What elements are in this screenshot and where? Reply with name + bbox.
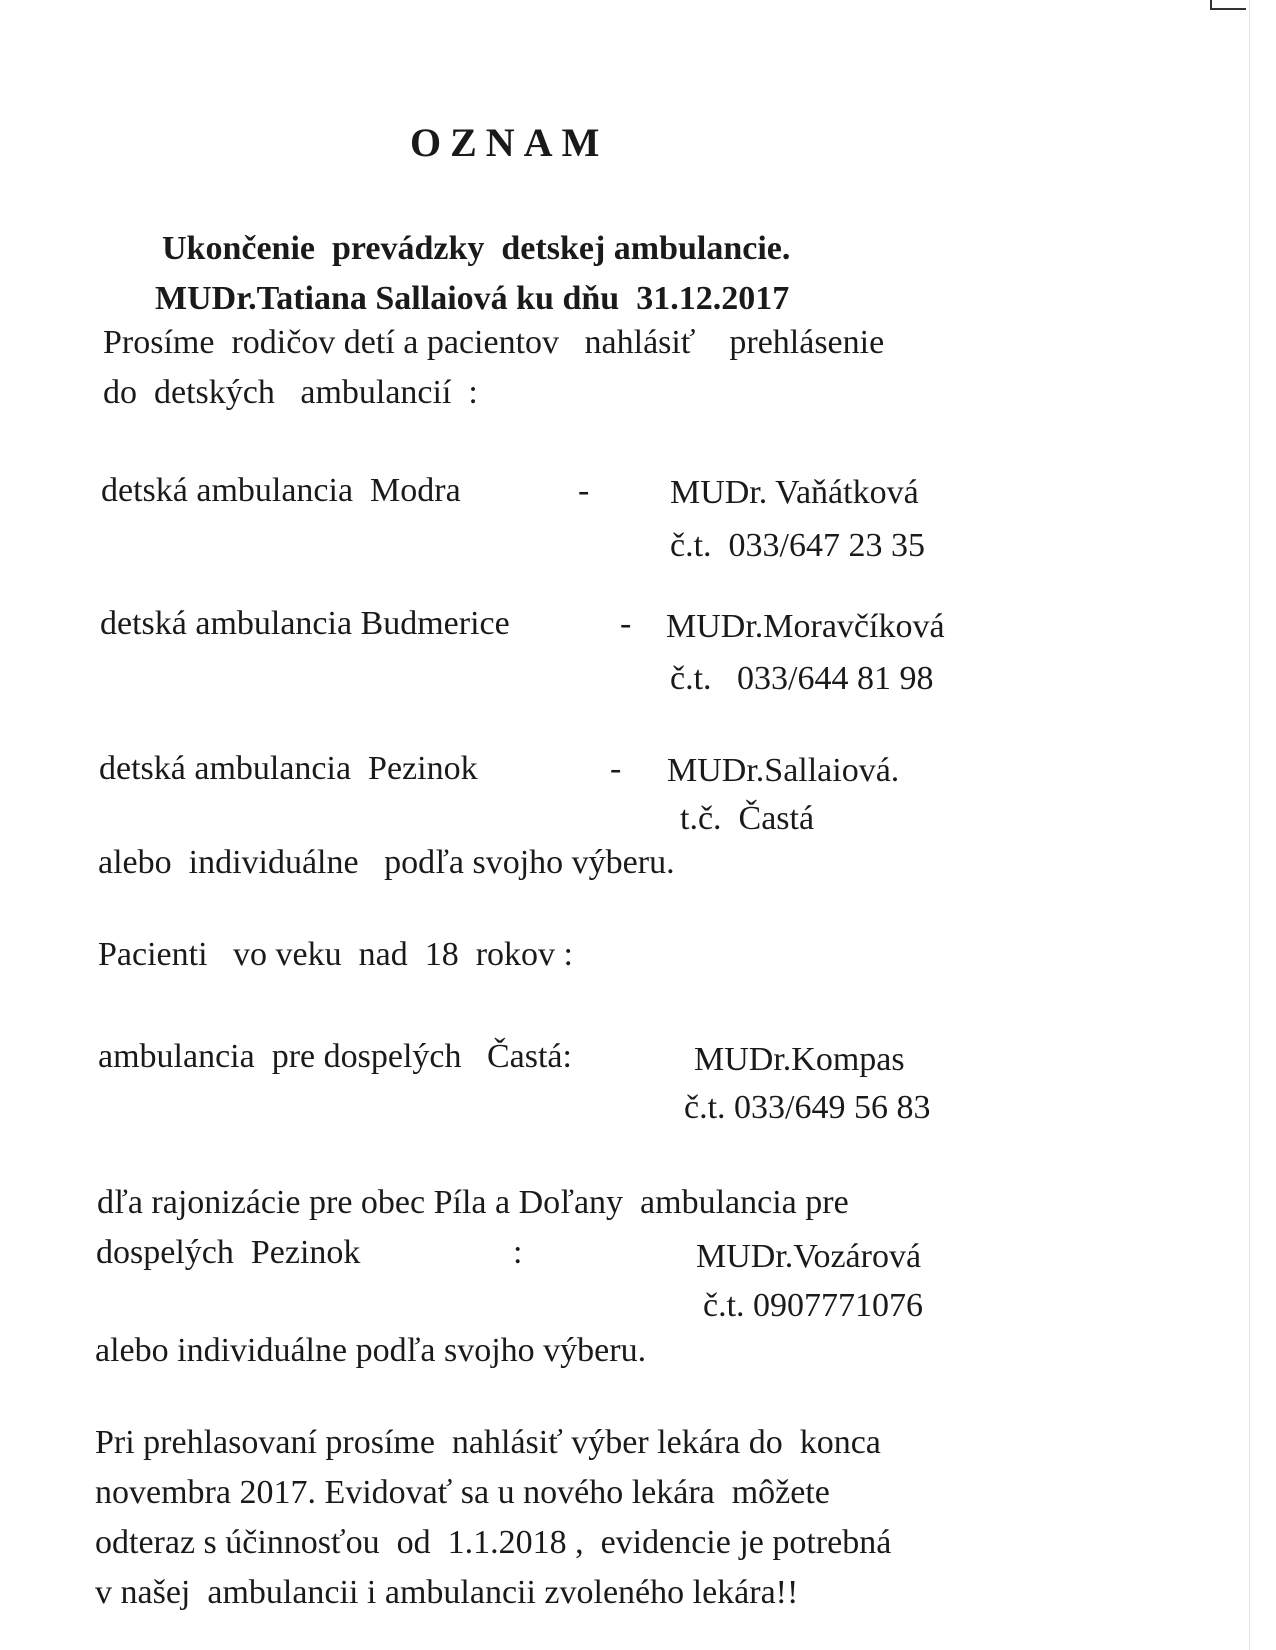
closing-line-4: v našej ambulancii i ambulancii zvoleného lekára!!: [95, 1574, 799, 1611]
rajonization-line-1: dľa rajonizácie pre obec Píla a Doľany ambulancia pre: [97, 1184, 849, 1221]
adult-clinic-phone: č.t. 033/649 56 83: [684, 1089, 931, 1126]
closing-line-2: novembra 2017. Evidovať sa u nového lekára môžete: [95, 1474, 830, 1511]
clinic-modra-dash: -: [578, 472, 590, 509]
clinic-budmerice-location: detská ambulancia Budmerice: [100, 605, 510, 642]
rajonization-colon: :: [513, 1234, 523, 1271]
heading-line-1: Ukončenie prevádzky detskej ambulancie.: [162, 230, 791, 267]
heading-line-2: MUDr.Tatiana Sallaiová ku dňu 31.12.2017: [155, 280, 790, 317]
individual-choice-2: alebo individuálne podľa svojho výberu.: [95, 1332, 647, 1369]
clinic-budmerice-doctor: MUDr.Moravčíková: [666, 608, 945, 645]
rajonization-phone: č.t. 0907771076: [703, 1287, 924, 1324]
intro-line-2: do detských ambulancií :: [103, 374, 478, 411]
clinic-modra-phone: č.t. 033/647 23 35: [670, 527, 925, 564]
rajonization-doctor: MUDr.Vozárová: [696, 1238, 922, 1275]
clinic-pezinok-dash: -: [610, 750, 622, 787]
closing-line-3: odteraz s účinnosťou od 1.1.2018 , evidencie je potrebná: [95, 1524, 892, 1561]
closing-line-1: Pri prehlasovaní prosíme nahlásiť výber lekára do konca: [95, 1424, 881, 1461]
clinic-modra-location: detská ambulancia Modra: [101, 472, 461, 509]
clinic-pezinok-doctor: MUDr.Sallaiová.: [667, 752, 900, 789]
page-edge: [1249, 0, 1250, 1650]
clinic-budmerice-phone: č.t. 033/644 81 98: [670, 660, 934, 697]
adult-clinic-doctor: MUDr.Kompas: [694, 1041, 905, 1078]
notice-title: OZNAM: [410, 120, 609, 165]
adult-clinic-label: ambulancia pre dospelých Častá:: [98, 1038, 572, 1075]
scan-corner-mark: [1210, 0, 1246, 10]
adults-heading: Pacienti vo veku nad 18 rokov :: [98, 936, 573, 973]
individual-choice-1: alebo individuálne podľa svojho výberu.: [98, 844, 675, 881]
clinic-modra-doctor: MUDr. Vaňátková: [670, 474, 919, 511]
clinic-pezinok-location: detská ambulancia Pezinok: [99, 750, 478, 787]
clinic-pezinok-phone: t.č. Častá: [680, 800, 815, 837]
intro-line-1: Prosíme rodičov detí a pacientov nahlásiť prehlásenie: [103, 324, 885, 361]
rajonization-line-2: dospelých Pezinok: [96, 1234, 361, 1271]
clinic-budmerice-dash: -: [620, 605, 632, 642]
